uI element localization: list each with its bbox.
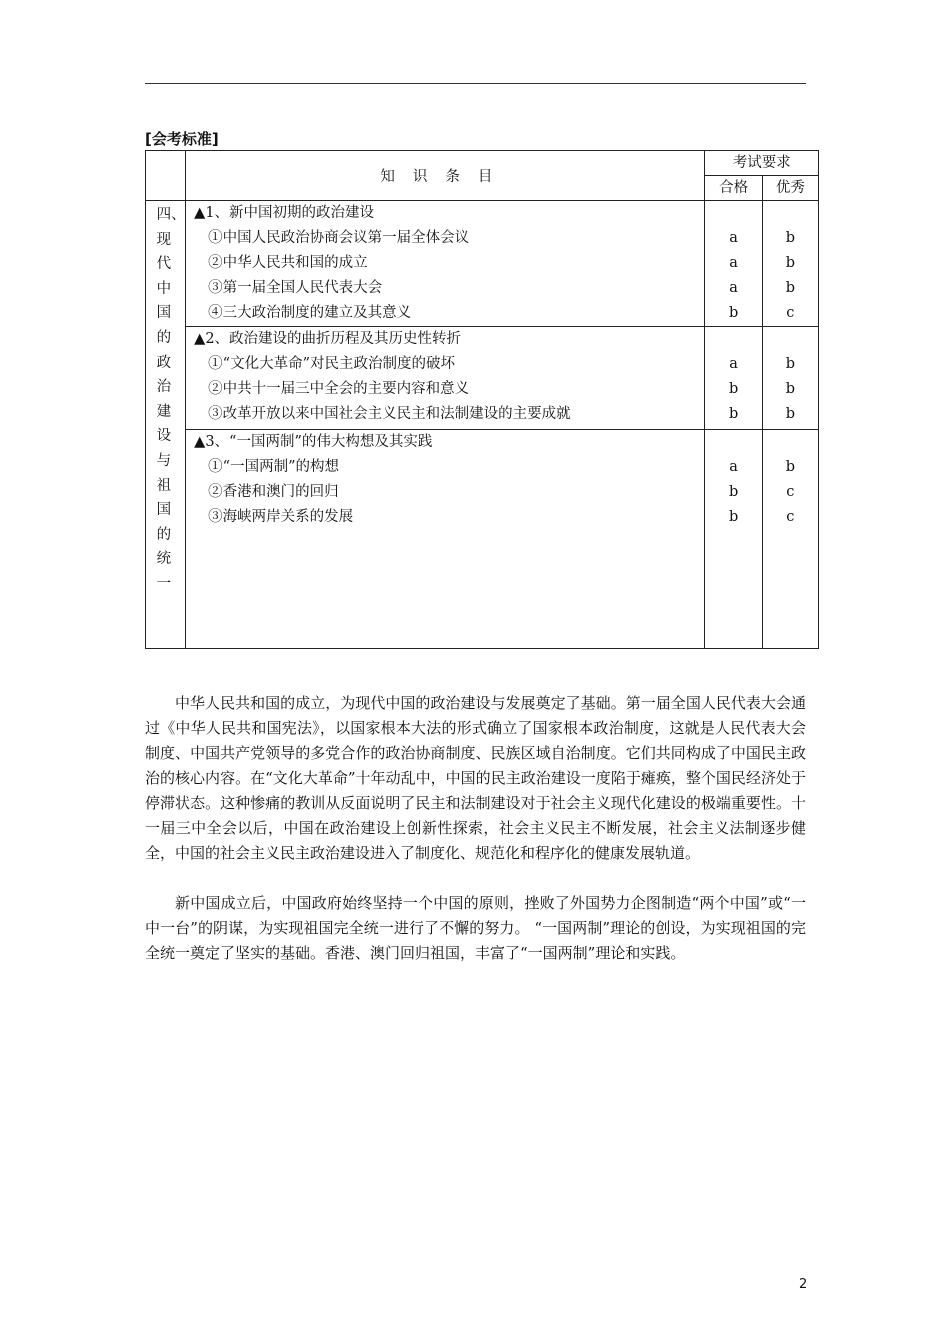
grade-excellent: b	[785, 459, 796, 475]
grade-pass: a	[729, 255, 738, 271]
grade-excellent: b	[785, 356, 796, 372]
exam-standards-table	[145, 150, 819, 649]
category-cell	[146, 201, 186, 649]
list-item: ①“文化大革命”对民主政治制度的破坏	[208, 356, 455, 372]
grade-excellent: b	[785, 406, 796, 422]
grade-excellent: b	[785, 381, 796, 397]
section-1-title: ▲1、新中国初期的政治建设	[194, 205, 375, 221]
section-3-title: ▲3、“一国两制”的伟大构想及其实践	[194, 434, 433, 450]
header-requirements: 考试要求	[705, 151, 819, 176]
category-label: 四、现代中国的政治建设与祖国的统一	[156, 207, 186, 592]
list-item: ①中国人民政治协商会议第一届全体会议	[208, 230, 470, 246]
header-rule	[145, 83, 806, 84]
grade-excellent: b	[785, 280, 796, 296]
header-knowledge: 知识条目	[186, 151, 705, 201]
list-item: ③改革开放以来中国社会主义民主和法制建设的主要成就	[208, 406, 571, 422]
grade-pass: a	[729, 280, 738, 296]
header-pass: 合格	[705, 176, 762, 201]
grade-pass: b	[728, 305, 739, 321]
section-2-pass	[705, 327, 762, 430]
page-number: 2	[799, 1277, 808, 1292]
list-item: ③第一届全国人民代表大会	[208, 280, 383, 296]
section-2-items	[186, 327, 705, 430]
grade-excellent: c	[786, 484, 795, 500]
list-item: ①“一国两制”的构想	[208, 459, 339, 475]
list-item: ②中共十一届三中全会的主要内容和意义	[208, 381, 470, 397]
grade-pass: b	[728, 381, 739, 397]
grade-pass: a	[729, 459, 738, 475]
grade-excellent: b	[785, 230, 796, 246]
section-2-title: ▲2、政治建设的曲折历程及其历史性转折	[194, 331, 462, 347]
section-1-pass	[705, 201, 762, 327]
section-2-excellent	[762, 327, 818, 430]
grade-pass: a	[729, 356, 738, 372]
list-item: ②香港和澳门的回归	[208, 484, 339, 500]
section-3-pass	[705, 430, 762, 649]
body-paragraph-1: 中华人民共和国的成立，为现代中国的政治建设与发展奠定了基础。第一届全国人民代表大会通过《中华人民共和国宪法》，以国家根本大法的形式确立了国家根本政治制度，这就是人民代表大会制度、中国共产党领导的多党合作的政治协商制度、民族区域自治制度。它们共同构成了中国民主政治的核心内容。在“文化大革命”十年动乱中，中国的民主政治建设一度陷于瘫痪，整个国民经济处于停滞状态。这种惨痛的教训从反面说明了民主和法制建设对于社会主义现代化建设的极端重要性。十一届三中全会以后，中国在政治建设上创新性探索，社会主义民主不断发展，社会主义法制逐步健全，中国的社会主义民主政治建设进入了制度化、规范化和程序化的健康发展轨道。	[145, 694, 806, 862]
grade-pass: a	[729, 230, 738, 246]
section-1-excellent	[762, 201, 818, 327]
body-paragraph-2: 新中国成立后，中国政府始终坚持一个中国的原则，挫败了外国势力企图制造“两个中国”或“一中一台”的阴谋，为实现祖国完全统一进行了不懈的努力。 “一国两制”理论的创设，为实现祖国的完全统一奠定了坚实的基础。香港、澳门回归祖国，丰富了“一国两制”理论和实践。	[145, 894, 806, 962]
grade-excellent: c	[786, 305, 795, 321]
grade-excellent: b	[785, 255, 796, 271]
section-3-excellent	[762, 430, 818, 649]
grade-pass: b	[728, 484, 739, 500]
list-item: ③海峡两岸关系的发展	[208, 509, 354, 525]
section-label: [会考标准]	[145, 130, 219, 148]
header-excellent: 优秀	[762, 176, 818, 201]
section-3-items	[186, 430, 705, 649]
list-item: ④三大政治制度的建立及其意义	[208, 305, 412, 321]
header-blank-cell	[146, 151, 186, 201]
grade-pass: b	[728, 406, 739, 422]
list-item: ②中华人民共和国的成立	[208, 255, 368, 271]
section-1-items	[186, 201, 705, 327]
grade-excellent: c	[786, 509, 795, 525]
grade-pass: b	[728, 509, 739, 525]
